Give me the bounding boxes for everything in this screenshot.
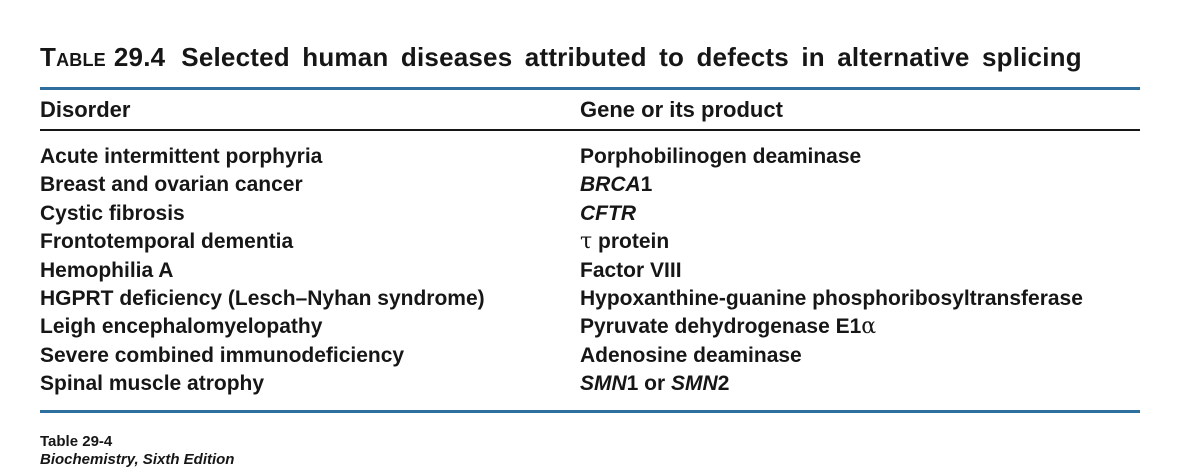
greek-letter: α (861, 314, 877, 340)
bottom-rule (40, 410, 1140, 413)
gene-cell: Porphobilinogen deaminase (580, 145, 862, 168)
table-row (40, 370, 1140, 398)
footer-source: Biochemistry, Sixth Edition (40, 451, 235, 468)
table-title-text: Selected human diseases attributed to defects in alternative splicing (181, 42, 1082, 72)
column-header-disorder: Disorder (40, 97, 131, 122)
table-body (40, 143, 1140, 399)
table-row (40, 200, 1140, 228)
disorder-cell: Spinal muscle atrophy (40, 372, 265, 396)
gene-cell: Pyruvate dehydrogenase E1α (580, 314, 877, 340)
figure-footer (40, 433, 234, 469)
disorder-cell: Frontotemporal dementia (40, 230, 294, 254)
top-rule (40, 87, 1140, 90)
table-title (40, 42, 1140, 72)
table-row (40, 171, 1140, 199)
disorder-cell: Hemophilia A (40, 258, 174, 282)
disorder-cell: Breast and ovarian cancer (40, 173, 303, 197)
gene-cell: Hypoxanthine-guanine phosphoribosyltransferase (580, 287, 1083, 311)
table-row (40, 313, 1140, 341)
table-header-row (40, 97, 1140, 123)
header-rule (40, 129, 1140, 131)
gene-cell: SMN1 or SMN2 (580, 372, 730, 396)
table-row (40, 257, 1140, 285)
disorder-cell: Cystic fibrosis (40, 201, 185, 225)
footer-table-ref: Table 29-4 (40, 433, 113, 450)
table-title-label: Table (40, 42, 106, 72)
table-row (40, 285, 1140, 313)
table-row (40, 143, 1140, 171)
gene-cell: CFTR (580, 201, 636, 225)
gene-cell: Adenosine deaminase (580, 343, 802, 367)
disorder-cell: Severe combined immunodeficiency (40, 343, 405, 367)
disorder-cell: HGPRT deficiency (Lesch–Nyhan syndrome) (40, 287, 485, 311)
disorder-cell: Acute intermittent porphyria (40, 145, 323, 168)
column-header-gene: Gene or its product (580, 97, 783, 122)
table-row (40, 228, 1140, 256)
gene-cell: τ protein (580, 229, 670, 255)
table-title-number: 29.4 (113, 42, 166, 72)
disorder-cell: Leigh encephalomyelopathy (40, 315, 323, 339)
greek-letter: τ (580, 229, 593, 255)
table-row (40, 342, 1140, 370)
gene-cell: Factor VIII (580, 258, 682, 282)
gene-cell: BRCA1 (580, 173, 653, 197)
